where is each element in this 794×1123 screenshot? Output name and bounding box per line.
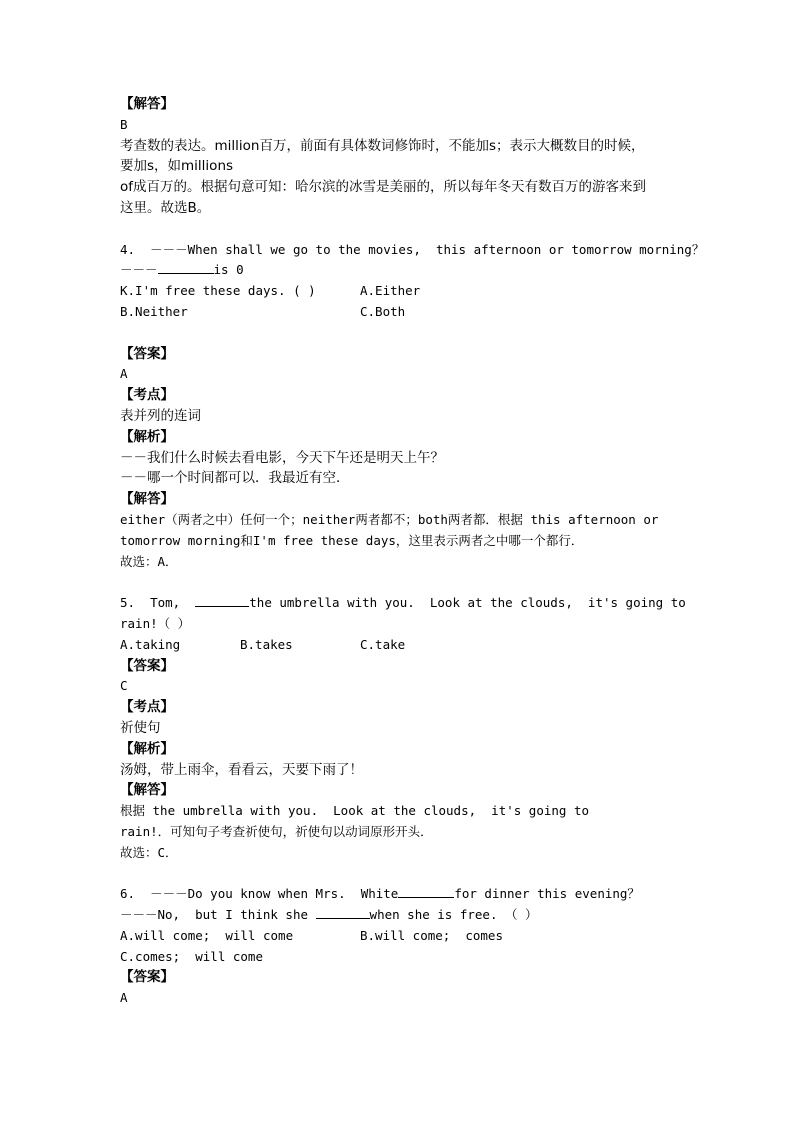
jieda-heading: 【解答】 — [120, 96, 174, 112]
jieda-line: tomorrow morning和I'm free these days，这里表示两者之中哪一个都行． — [120, 532, 584, 548]
jieda-line: either（两者之中）任何一个；neither两者都不；both两者都．根据 this afternoon or — [120, 511, 659, 527]
line-prefix: 5. Tom, — [120, 595, 196, 611]
explanation-line: 要加s，如millions — [120, 158, 234, 175]
option-c: C.take — [360, 636, 406, 652]
kaodian-text: 祈使句 — [120, 719, 161, 736]
option-a: A.Either — [360, 283, 421, 299]
jiexi-line: －－哪一个时间都可以．我最近有空． — [120, 470, 350, 487]
line-suffix: the umbrella with you. Look at the clouds, it's going to — [249, 595, 686, 611]
kaodian-text: 表并列的连词 — [120, 407, 201, 424]
option-c: C.Both — [360, 303, 406, 319]
jiexi-heading: 【解析】 — [120, 740, 174, 757]
question-6-options — [120, 926, 680, 947]
answer-text: A — [120, 366, 128, 382]
line-suffix: when she is free. （ ） — [369, 907, 538, 923]
explanation-line: 这里。故选B。 — [120, 199, 211, 216]
daan-heading: 【答案】 — [120, 657, 174, 674]
question-4-options — [120, 281, 680, 302]
jieda-line: 故选：C． — [120, 844, 178, 860]
explanation-line: of成百万的。根据句意可知：哈尔滨的冰雪是美丽的，所以每年冬天有数百万的游客来到 — [120, 179, 647, 196]
option-a: A.will come; will come — [120, 927, 294, 943]
line-prefix: －－－No, but I think she — [120, 907, 316, 923]
answer-blank — [158, 261, 214, 274]
question-4-line — [120, 260, 680, 281]
daan-heading: 【答案】 — [120, 969, 174, 986]
jieda-line: 根据 the umbrella with you. Look at the clouds, it's going to — [120, 803, 590, 819]
answer-text: C — [120, 678, 128, 694]
answer-text: B — [120, 116, 128, 132]
answer-blank — [195, 594, 249, 607]
option-b: B.Neither — [120, 303, 188, 319]
question-4-options — [120, 302, 680, 323]
option-k-line: K.I'm free these days. ( ) — [120, 283, 316, 299]
explanation-line: 考查数的表达。million百万，前面有具体数词修饰时，不能加s；表示大概数目的时候， — [120, 137, 645, 154]
question-4-line: 4. －－－When shall we go to the movies, this afternoon or tomorrow morning？ — [120, 241, 705, 257]
dash-prefix: －－－ — [120, 262, 158, 278]
jiexi-line: －－我们什么时候去看电影，今天下午还是明天上午？ — [120, 449, 444, 466]
line-prefix: 6. －－－Do you know when Mrs. White — [120, 886, 399, 902]
jieda-heading: 【解答】 — [120, 782, 174, 799]
option-a: A.taking — [120, 636, 181, 652]
jiexi-line: 汤姆，带上雨伞，看看云，天要下雨了！ — [120, 761, 363, 778]
question-6-line — [120, 884, 680, 905]
question-5-line — [120, 593, 686, 614]
kaodian-heading: 【考点】 — [120, 387, 174, 404]
jieda-line: rain!．可知句子考查祈使句，祈使句以动词原形开头． — [120, 823, 433, 839]
jieda-heading: 【解答】 — [120, 491, 174, 508]
jieda-line: 故选：A． — [120, 553, 178, 569]
line-suffix: is 0 — [213, 262, 244, 278]
question-6-line — [120, 905, 680, 926]
question-5-options — [120, 635, 680, 656]
answer-blank — [398, 885, 454, 898]
daan-heading: 【答案】 — [120, 345, 174, 362]
kaodian-heading: 【考点】 — [120, 699, 174, 716]
question-5-line: rain!（ ） — [120, 615, 191, 631]
document-page — [120, 94, 705, 1009]
option-b: B.will come; comes — [360, 927, 503, 943]
jiexi-heading: 【解析】 — [120, 428, 174, 445]
option-b: B.takes — [240, 636, 293, 652]
line-suffix: for dinner this evening？ — [454, 886, 640, 902]
option-c: C.comes; will come — [120, 948, 263, 964]
answer-blank — [316, 906, 370, 919]
answer-text: A — [120, 990, 128, 1006]
